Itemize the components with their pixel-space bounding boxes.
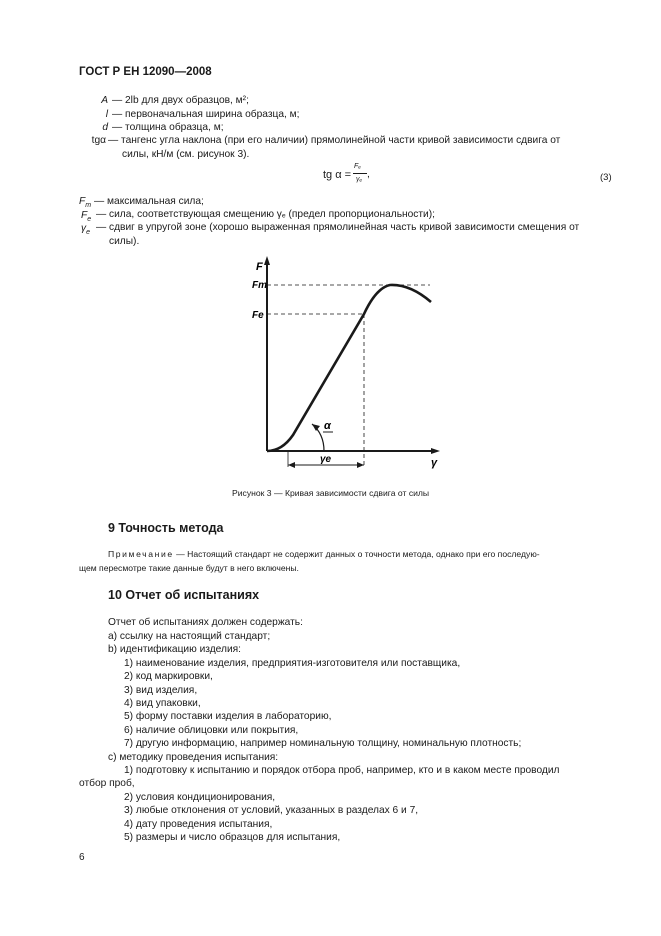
formula-number: (3) — [600, 172, 612, 183]
section-9-note-line2: щем пересмотре такие данные будут в него включены. — [79, 563, 299, 573]
list-item: 2) код маркировки, — [124, 671, 213, 683]
def-text-l: — первоначальная ширина образца, м; — [112, 109, 300, 120]
gamma-e-arrow-left — [288, 462, 295, 468]
section-10-heading: 10 Отчет об испытаниях — [108, 588, 260, 602]
list-item: b) идентификацию изделия: — [108, 644, 241, 656]
figure-caption: Рисунок 3 — Кривая зависимости сдвига от силы — [232, 488, 430, 498]
list-item: c) методику проведения испытания: — [108, 751, 279, 763]
def-text-d: — толщина образца, м; — [112, 122, 224, 133]
def-symbol-Fm: $F_m$ — [79, 196, 92, 210]
section-9-note-line1 — [108, 549, 540, 559]
list-item: 7) другую информацию, например номинальную толщину, номинальную плотность; — [124, 738, 522, 750]
shear-force-curve-figure — [240, 252, 450, 477]
def-symbol-tga: tgα — [91, 135, 106, 146]
gamma-e-arrow-right — [357, 462, 364, 468]
list-item: 1) наименование изделия, предприятия-изготовителя или поставщика, — [124, 657, 461, 669]
def-text-Fe: — сила, соответствующая смещению γₑ (предел пропорциональности); — [96, 209, 435, 220]
angle-arrow — [312, 424, 320, 431]
list-item: 5) форму поставки изделия в лабораторию, — [124, 711, 332, 723]
formula-denominator: γₑ — [356, 176, 363, 183]
x-axis-arrow — [431, 448, 440, 454]
def-text-Fm: — максимальная сила; — [94, 196, 204, 207]
shear-force-curve — [267, 285, 431, 451]
page-number: 6 — [79, 852, 85, 863]
label-Fe: Fe — [252, 310, 264, 321]
label-gamma-e: γe — [320, 454, 332, 465]
def-symbol-gamma-e: $\gamma_e$ — [81, 223, 90, 237]
document-header: ГОСТ Р ЕН 12090—2008 — [79, 66, 212, 78]
formula-tail: , — [367, 169, 370, 180]
def-symbol-Fe: $F_e$ — [81, 210, 92, 224]
list-item: 2) условия кондиционирования, — [124, 791, 276, 803]
label-alpha: α — [324, 420, 331, 432]
def-text-A: — 2lb для двух образцов, м²; — [112, 95, 249, 106]
def-text-gamma-e: — сдвиг в упругой зоне (хорошо выраженная прямолинейная часть кривой зависимости смещения от — [96, 222, 580, 233]
sub-e: e — [87, 216, 92, 224]
sub-m: m — [85, 202, 92, 210]
def-text-tga-cont: силы, кН/м (см. рисунок 3). — [122, 149, 250, 160]
note-text: — Настоящий стандарт не содержит данных о точности метода, однако при его последую- — [173, 549, 540, 559]
label-F: F — [256, 261, 263, 273]
section-10-intro: Отчет об испытаниях должен содержать: — [108, 617, 303, 628]
def-text-tga: — тангенс угла наклона (при его наличии) прямолинейной части кривой зависимости сдвига от — [108, 135, 561, 146]
def-symbol-l: l — [105, 109, 108, 120]
formula-lhs: tg α = — [323, 169, 352, 181]
list-item: 5) размеры и число образцов для испытания, — [124, 832, 341, 843]
list-item: 6) наличие облицовки или покрытия, — [124, 724, 299, 736]
formula-numerator: Fₑ — [354, 163, 361, 170]
label-gamma: γ — [431, 457, 438, 469]
list-item: отбор проб, — [79, 778, 135, 790]
list-item: 1) подготовку к испытанию и порядок отбора проб, например, кто и в каком месте проводил — [124, 765, 560, 776]
list-item: 3) вид изделия, — [124, 684, 198, 696]
def-text-gamma-e-cont: силы). — [109, 236, 140, 247]
list-item: a) ссылку на настоящий стандарт; — [108, 631, 271, 642]
list-item: 4) вид упаковки, — [124, 698, 201, 709]
note-label: Примечание — [108, 549, 174, 559]
section-9-heading: 9 Точность метода — [108, 521, 224, 535]
y-axis-arrow — [264, 256, 270, 265]
list-item: 3) любые отклонения от условий, указанных в разделах 6 и 7, — [124, 805, 419, 817]
def-symbol-d: d — [102, 122, 108, 133]
def-symbol-A: A — [101, 95, 108, 106]
label-Fm: Fm — [252, 280, 267, 291]
sub-e2: e — [86, 229, 90, 237]
list-item: 4) дату проведения испытания, — [124, 818, 273, 830]
fraction-bar — [353, 173, 367, 174]
